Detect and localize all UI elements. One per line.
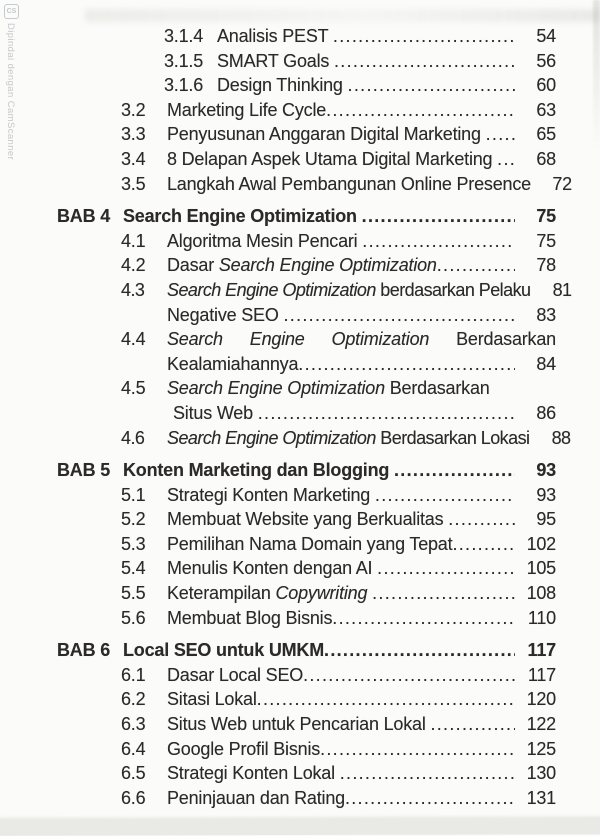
entry-title-part: Kealamiahannya xyxy=(167,353,299,374)
dot-leader xyxy=(333,24,515,49)
toc-entry-row xyxy=(0,122,600,147)
toc-entry-row xyxy=(0,663,600,688)
entry-page-number: 75 xyxy=(536,206,556,227)
toc-entry-row xyxy=(0,737,600,762)
entry-number: 5.1 xyxy=(121,484,146,505)
entry-number: 4.1 xyxy=(121,230,146,251)
entry-title xyxy=(167,737,320,762)
entry-number: 6.1 xyxy=(121,664,146,685)
dot-leader xyxy=(372,581,515,606)
toc-chapter-row xyxy=(0,638,600,663)
dot-leader xyxy=(258,401,515,426)
entry-title-part: SMART Goals xyxy=(217,50,334,71)
dot-leader xyxy=(283,303,515,328)
entry-number: 5.6 xyxy=(121,607,146,628)
entry-title-part: Situs Web xyxy=(173,402,258,423)
dot-leader xyxy=(497,147,515,172)
entry-number: 3.4 xyxy=(121,148,146,169)
entry-title xyxy=(167,507,448,532)
entry-title-part: Sitasi Lokal xyxy=(167,689,257,710)
dot-leader xyxy=(303,663,515,688)
entry-title-part: Keterampilan xyxy=(167,583,276,604)
entry-page-number: 88 xyxy=(551,427,571,448)
toc-entry-row xyxy=(0,229,600,254)
entry-title-part: Berdasarkan Lokasi xyxy=(375,427,530,448)
entry-title-part: Search Engine Optimization xyxy=(167,378,385,399)
entry-page-number: 63 xyxy=(536,99,556,120)
entry-page-number: 60 xyxy=(536,75,556,96)
table-of-contents xyxy=(0,24,600,810)
dot-leader xyxy=(257,687,515,712)
entry-page-number: 56 xyxy=(536,50,556,71)
scan-background-bottom xyxy=(0,818,600,836)
entry-number: 3.1.6 xyxy=(164,75,204,96)
entry-title-part: Berdasarkan xyxy=(384,378,490,399)
entry-number: 4.6 xyxy=(121,427,145,448)
entry-page-number: 68 xyxy=(536,148,556,169)
entry-title-part: Search Engine Optimization xyxy=(167,427,376,448)
entry-title xyxy=(167,483,375,508)
entry-number: 4.5 xyxy=(121,378,146,399)
entry-title-part: Peninjauan dan Rating xyxy=(167,787,345,808)
entry-number: 3.2 xyxy=(121,99,146,120)
entry-title xyxy=(167,278,530,303)
entry-number: BAB 4 xyxy=(57,206,111,227)
dot-leader xyxy=(348,73,515,98)
entry-title xyxy=(167,98,326,123)
entry-title-part: Search Engine Optimization xyxy=(167,279,376,300)
entry-title xyxy=(167,172,531,197)
entry-number: BAB 5 xyxy=(57,460,111,481)
entry-title-part: Search Engine Optimization xyxy=(218,255,437,276)
entry-title xyxy=(167,352,298,377)
toc-entry-row xyxy=(0,606,600,631)
toc-entry-row xyxy=(0,507,600,532)
entry-title xyxy=(123,638,324,663)
entry-number: 3.3 xyxy=(121,124,146,145)
entry-title-part: Dasar Local SEO xyxy=(167,664,304,685)
entry-title-part: Strategi Konten Marketing xyxy=(167,484,375,505)
entry-page-number: 86 xyxy=(536,402,556,423)
entry-title xyxy=(173,401,258,426)
scan-noise-top xyxy=(85,9,600,22)
toc-entry-row xyxy=(0,98,600,123)
toc-entry-row xyxy=(0,401,600,426)
toc-entry-row xyxy=(0,278,600,303)
entry-page-number: 108 xyxy=(526,583,556,604)
dot-leader xyxy=(437,253,515,278)
toc-entry-row xyxy=(0,352,600,377)
entry-number: 5.2 xyxy=(121,509,146,530)
entry-title-word: Search xyxy=(167,329,223,350)
toc-entry-row xyxy=(0,327,600,352)
entry-title xyxy=(167,687,257,712)
entry-title-part: Penyusunan Anggaran Digital Marketing xyxy=(167,124,486,145)
entry-number: 4.2 xyxy=(121,255,146,276)
entry-page-number: 93 xyxy=(536,460,556,481)
entry-number: 6.4 xyxy=(121,738,146,759)
entry-title xyxy=(167,712,430,737)
entry-number: 4.4 xyxy=(121,329,146,350)
entry-title xyxy=(123,458,394,483)
entry-title xyxy=(123,204,362,229)
entry-number: BAB 6 xyxy=(57,640,111,661)
entry-title xyxy=(167,581,372,606)
toc-entry-row xyxy=(0,376,600,401)
dot-leader xyxy=(362,204,515,229)
dot-leader xyxy=(326,98,515,123)
toc-entry-row xyxy=(0,761,600,786)
entry-number: 6.2 xyxy=(121,689,146,710)
entry-title xyxy=(167,761,340,786)
entry-page-number: 122 xyxy=(526,714,556,735)
entry-number: 5.5 xyxy=(121,583,146,604)
entry-title xyxy=(167,606,332,631)
toc-entry-row xyxy=(0,483,600,508)
entry-title xyxy=(167,327,556,352)
dot-leader xyxy=(332,606,515,631)
entry-title-part: berdasarkan Pelaku xyxy=(375,279,531,300)
entry-number: 3.5 xyxy=(121,173,146,194)
entry-title-part: Situs Web untuk Pencarian Lokal xyxy=(167,714,431,735)
entry-title-part: Membuat Website yang Berkualitas xyxy=(167,509,449,530)
camscanner-logo-icon: CS xyxy=(4,4,19,19)
entry-title xyxy=(167,122,486,147)
dot-leader xyxy=(362,229,515,254)
entry-title-part: Strategi Konten Lokal xyxy=(167,763,340,784)
entry-title xyxy=(167,786,345,811)
entry-title xyxy=(167,303,283,328)
entry-page-number: 131 xyxy=(526,787,556,808)
entry-number: 3.1.4 xyxy=(164,26,204,46)
entry-title xyxy=(167,253,437,278)
toc-entry-row xyxy=(0,786,600,811)
entry-title-part: Menulis Konten dengan AI xyxy=(167,558,378,579)
toc-chapter-row xyxy=(0,458,600,483)
entry-title-part: Konten Marketing dan Blogging xyxy=(123,460,394,481)
entry-title xyxy=(167,556,377,581)
dot-leader xyxy=(452,532,515,557)
entry-page-number: 130 xyxy=(526,763,556,784)
entry-title-part: Dasar xyxy=(167,255,219,276)
entry-title-part: Marketing Life Cycle xyxy=(167,99,327,120)
entry-page-number: 117 xyxy=(527,664,556,685)
entry-number: 4.3 xyxy=(121,279,145,300)
dot-leader xyxy=(375,483,515,508)
dot-leader xyxy=(324,638,515,663)
entry-page-number: 65 xyxy=(536,124,556,145)
toc-entry-row xyxy=(0,49,600,74)
toc-entry-row xyxy=(0,73,600,98)
entry-page-number: 120 xyxy=(526,689,556,710)
entry-page-number: 54 xyxy=(536,26,556,46)
entry-title-part: 8 Delapan Aspek Utama Digital Marketing xyxy=(167,148,498,169)
entry-number: 6.3 xyxy=(121,714,146,735)
entry-page-number: 72 xyxy=(552,173,572,194)
entry-title-word: Berdasarkan xyxy=(456,329,556,350)
camscanner-watermark-text: Dipindai dengan CamScanner xyxy=(5,23,16,161)
entry-title-part: Design Thinking xyxy=(217,75,348,96)
entry-title-part: Analisis PEST xyxy=(217,26,333,46)
entry-title-part: Google Profil Bisnis xyxy=(167,738,321,759)
entry-title xyxy=(217,49,334,74)
entry-title xyxy=(167,663,303,688)
dot-leader xyxy=(320,737,515,762)
entry-page-number: 78 xyxy=(536,255,556,276)
toc-entry-row xyxy=(0,426,600,451)
entry-page-number: 105 xyxy=(526,558,556,579)
entry-page-number: 83 xyxy=(536,304,556,325)
toc-entry-row xyxy=(0,532,600,557)
dot-leader xyxy=(340,761,515,786)
toc-chapter-row xyxy=(0,204,600,229)
toc-entry-row xyxy=(0,303,600,328)
dot-leader xyxy=(448,507,515,532)
entry-page-number: 125 xyxy=(526,738,556,759)
entry-page-number: 102 xyxy=(526,533,556,554)
dot-leader xyxy=(377,556,515,581)
toc-entry-row xyxy=(0,147,600,172)
entry-page-number: 95 xyxy=(536,509,556,530)
entry-title xyxy=(167,147,497,172)
toc-entry-row xyxy=(0,172,600,197)
dot-leader xyxy=(394,458,515,483)
entry-number: 5.3 xyxy=(121,533,146,554)
entry-page-number: 110 xyxy=(527,607,556,628)
entry-title-part: Copywriting xyxy=(275,583,368,604)
toc-entry-row xyxy=(0,687,600,712)
entry-title-part: Pemilihan Nama Domain yang Tepat xyxy=(167,533,453,554)
entry-title xyxy=(217,24,333,49)
toc-entry-row xyxy=(0,581,600,606)
toc-entry-row xyxy=(0,24,600,49)
entry-title-part: Membuat Blog Bisnis xyxy=(167,607,333,628)
entry-title xyxy=(217,73,348,98)
entry-title-part: Local SEO untuk UMKM xyxy=(123,640,325,661)
toc-entry-row xyxy=(0,712,600,737)
entry-title xyxy=(167,426,529,451)
toc-entry-row xyxy=(0,556,600,581)
entry-title-part: Algoritma Mesin Pencari xyxy=(167,230,363,251)
entry-title-word: Optimization xyxy=(331,329,430,350)
entry-title-part: Langkah Awal Pembangunan Online Presence xyxy=(167,173,531,194)
entry-title-word: Engine xyxy=(249,329,305,350)
entry-title xyxy=(167,532,452,557)
dot-leader xyxy=(334,49,515,74)
dot-leader xyxy=(298,352,515,377)
entry-number: 5.4 xyxy=(121,558,146,579)
entry-number: 6.6 xyxy=(121,787,146,808)
entry-page-number: 84 xyxy=(536,353,556,374)
entry-number: 6.5 xyxy=(121,763,146,784)
entry-page-number: 81 xyxy=(552,279,572,300)
entry-title xyxy=(167,376,490,401)
entry-page-number: 117 xyxy=(527,640,556,661)
entry-title-part: Search Engine Optimization xyxy=(123,206,362,227)
dot-leader xyxy=(345,786,515,811)
toc-entry-row xyxy=(0,253,600,278)
entry-number: 3.1.5 xyxy=(164,50,204,71)
entry-title xyxy=(167,229,362,254)
entry-title-part: Negative SEO xyxy=(167,304,284,325)
entry-page-number: 93 xyxy=(536,484,556,505)
dot-leader xyxy=(486,122,515,147)
dot-leader xyxy=(430,712,515,737)
entry-page-number: 75 xyxy=(536,230,556,251)
